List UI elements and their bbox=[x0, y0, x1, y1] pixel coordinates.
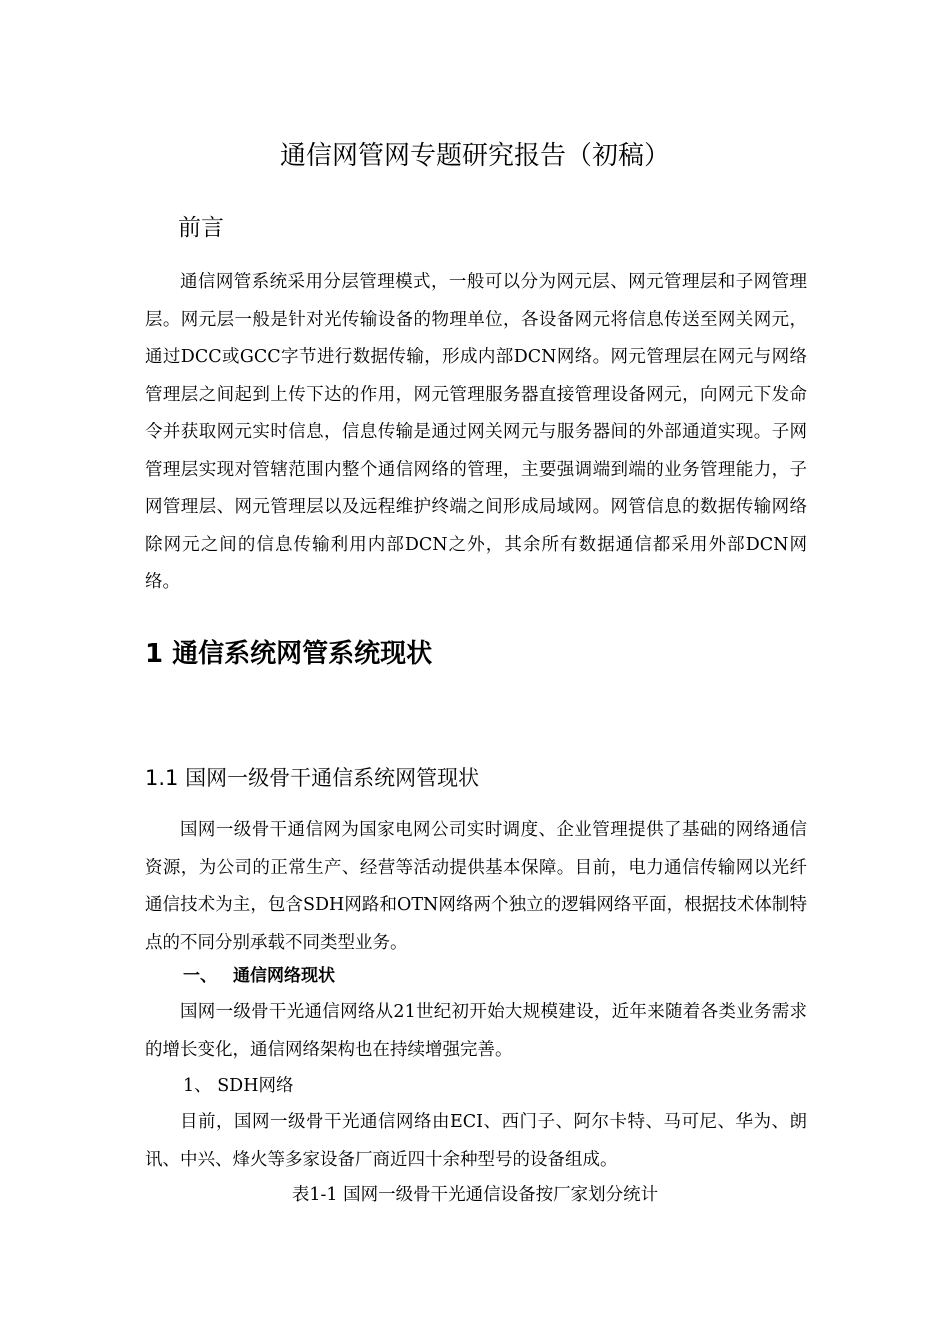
preface-heading: 前言 bbox=[178, 215, 224, 241]
table-caption: 表1-1 国网一级骨干光通信设备按厂家划分统计 bbox=[291, 1185, 659, 1205]
network-paragraph: 国网一级骨干光通信网络从21世纪初开始大规模建设，近年来随着各类业务需求的增长变化，通信网络架构也在持续增强完善。 bbox=[145, 1002, 807, 1060]
subsection-number: 一、 bbox=[183, 966, 217, 986]
section-1-1-heading: 1.1 国网一级骨干通信系统网管现状 bbox=[145, 766, 480, 790]
preface-paragraph: 通信网管系统采用分层管理模式，一般可以分为网元层、网元管理层和子网管理层。网元层一般是针对光传输设备的物理单位，各设备网元将信息传送至网关网元，通过DCC或GCC字节进行数据传输，形成内部DCN网络。网元管理层在网元与网络管理层之间起到上传下达的作用，网元管理服务器直接管理设备网元，向网元下发命令并获取网元实时信息，信息传输是通过网关网元与服务器间的外部通道实现。子网管理层实现对管辖范围内整个通信网络的管理，主要强调端到端的业务管理能力，子网管理层、网元管理层以及远程维护终端之间形成局域网。网管信息的数据传输网络除网元之间的信息传输利用内部DCN之外，其余所有数据通信都采用外部DCN网络。 bbox=[145, 272, 807, 592]
subsection-heading bbox=[183, 961, 335, 991]
section-1-heading: 1 通信系统网管系统现状 bbox=[145, 639, 433, 669]
sdh-item-heading: 1、 SDH网络 bbox=[183, 1076, 294, 1096]
document-title: 通信网管网专题研究报告（初稿） bbox=[279, 141, 670, 171]
subsection-title: 通信网络现状 bbox=[233, 966, 335, 986]
section-1-1-paragraph: 国网一级骨干通信网为国家电网公司实时调度、企业管理提供了基础的网络通信资源，为公司的正常生产、经营等活动提供基本保障。目前，电力通信传输网以光纤通信技术为主，包含SDH网路和OTN网络两个独立的逻辑网络平面，根据技术体制特点的不同分别承载不同类型业务。 bbox=[145, 820, 807, 953]
sdh-paragraph: 目前，国网一级骨干光通信网络由ECI、西门子、阿尔卡特、马可尼、华为、朗讯、中兴、烽火等多家设备厂商近四十余种型号的设备组成。 bbox=[145, 1112, 807, 1170]
